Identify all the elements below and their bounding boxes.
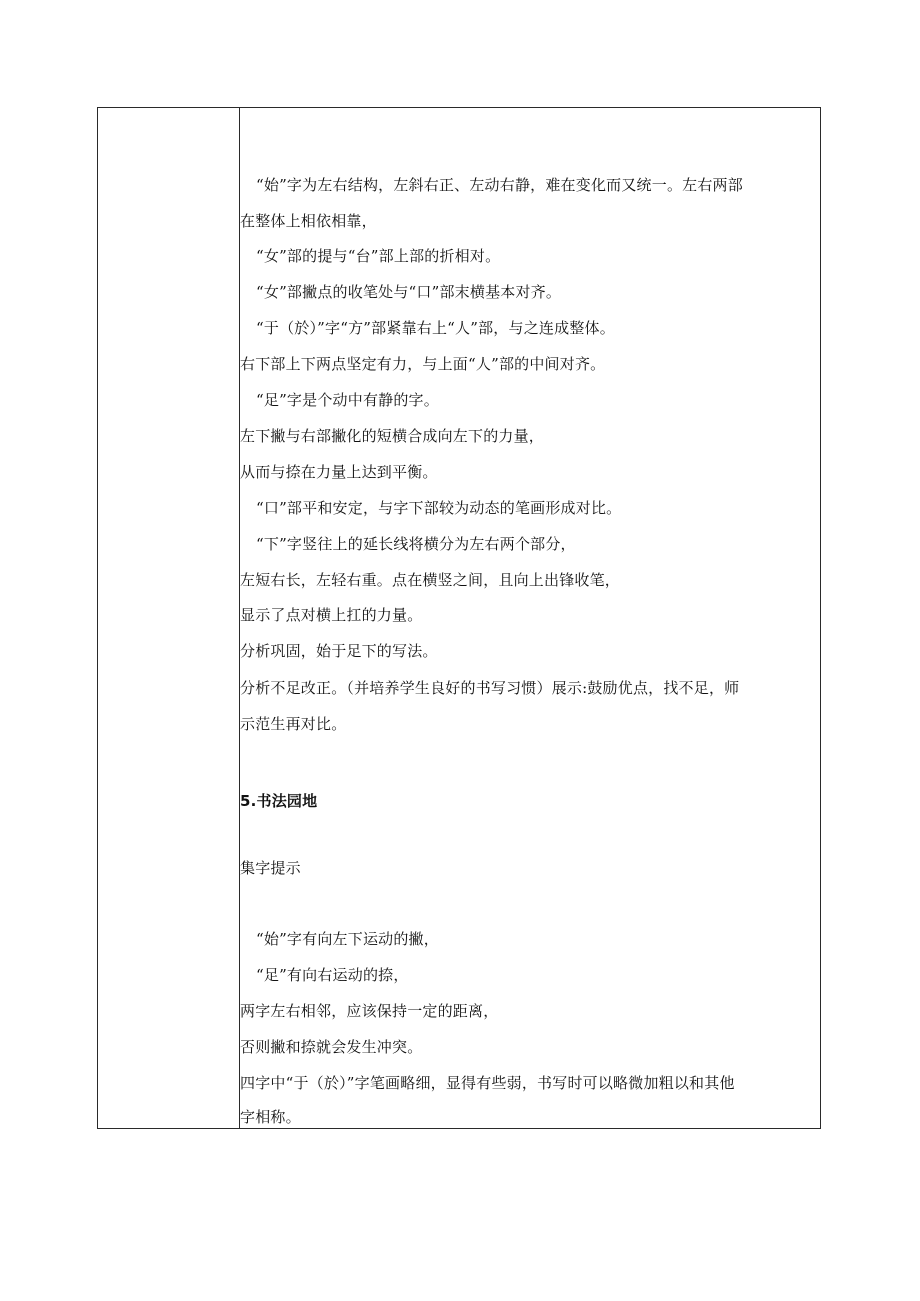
section-heading: 5.书法园地 <box>240 792 318 810</box>
text-line: 左短右长，左轻右重。点在横竖之间，且向上出锋收笔， <box>240 571 621 589</box>
text-line: 否则撇和捺就会发生冲突。 <box>240 1038 423 1056</box>
text-line: 分析巩固，始于足下的写法。 <box>240 642 438 660</box>
subheading: 集字提示 <box>240 859 301 877</box>
text-line: 显示了点对横上扛的力量。 <box>240 606 423 624</box>
text-line: 右下部上下两点坚定有力，与上面“人”部的中间对齐。 <box>240 355 606 373</box>
text-line: “始”字为左右结构，左斜右正、左动右静，难在变化而又统一。左右两部 <box>256 176 743 194</box>
text-line: “女”部的提与“台”部上部的折相对。 <box>256 247 501 265</box>
lesson-table <box>97 107 821 1129</box>
text-line: 示范生再对比。 <box>240 715 347 733</box>
text-line: 左下撇与右部撇化的短横合成向左下的力量， <box>240 427 545 445</box>
text-line: 从而与捺在力量上达到平衡。 <box>240 463 438 481</box>
content-column-cell <box>240 108 820 1128</box>
text-line: 两字左右相邻，应该保持一定的距离， <box>240 1002 499 1020</box>
text-line: “下”字竖往上的延长线将横分为左右两个部分， <box>256 535 576 553</box>
text-line: “足”有向右运动的捺， <box>256 966 409 984</box>
label-column-cell <box>98 108 240 1128</box>
text-line: 四字中“于（於）”字笔画略细，显得有些弱，书写时可以略微加粗以和其他 <box>240 1074 735 1092</box>
text-line: “口”部平和安定，与字下部较为动态的笔画形成对比。 <box>256 499 622 517</box>
text-line: “于（於）”字“方”部紧靠右上“人”部，与之连成整体。 <box>256 319 615 337</box>
text-line: “始”字有向左下运动的撇， <box>256 930 439 948</box>
text-line: 在整体上相依相靠， <box>240 212 377 230</box>
text-line: “女”部撇点的收笔处与“口”部末横基本对齐。 <box>256 283 562 301</box>
text-line: 分析不足改正。（并培养学生良好的书写习惯）展示:鼓励优点，找不足，师 <box>240 679 740 697</box>
text-line: “足”字是个动中有静的字。 <box>256 391 439 409</box>
text-line: 字相称。 <box>240 1108 301 1126</box>
